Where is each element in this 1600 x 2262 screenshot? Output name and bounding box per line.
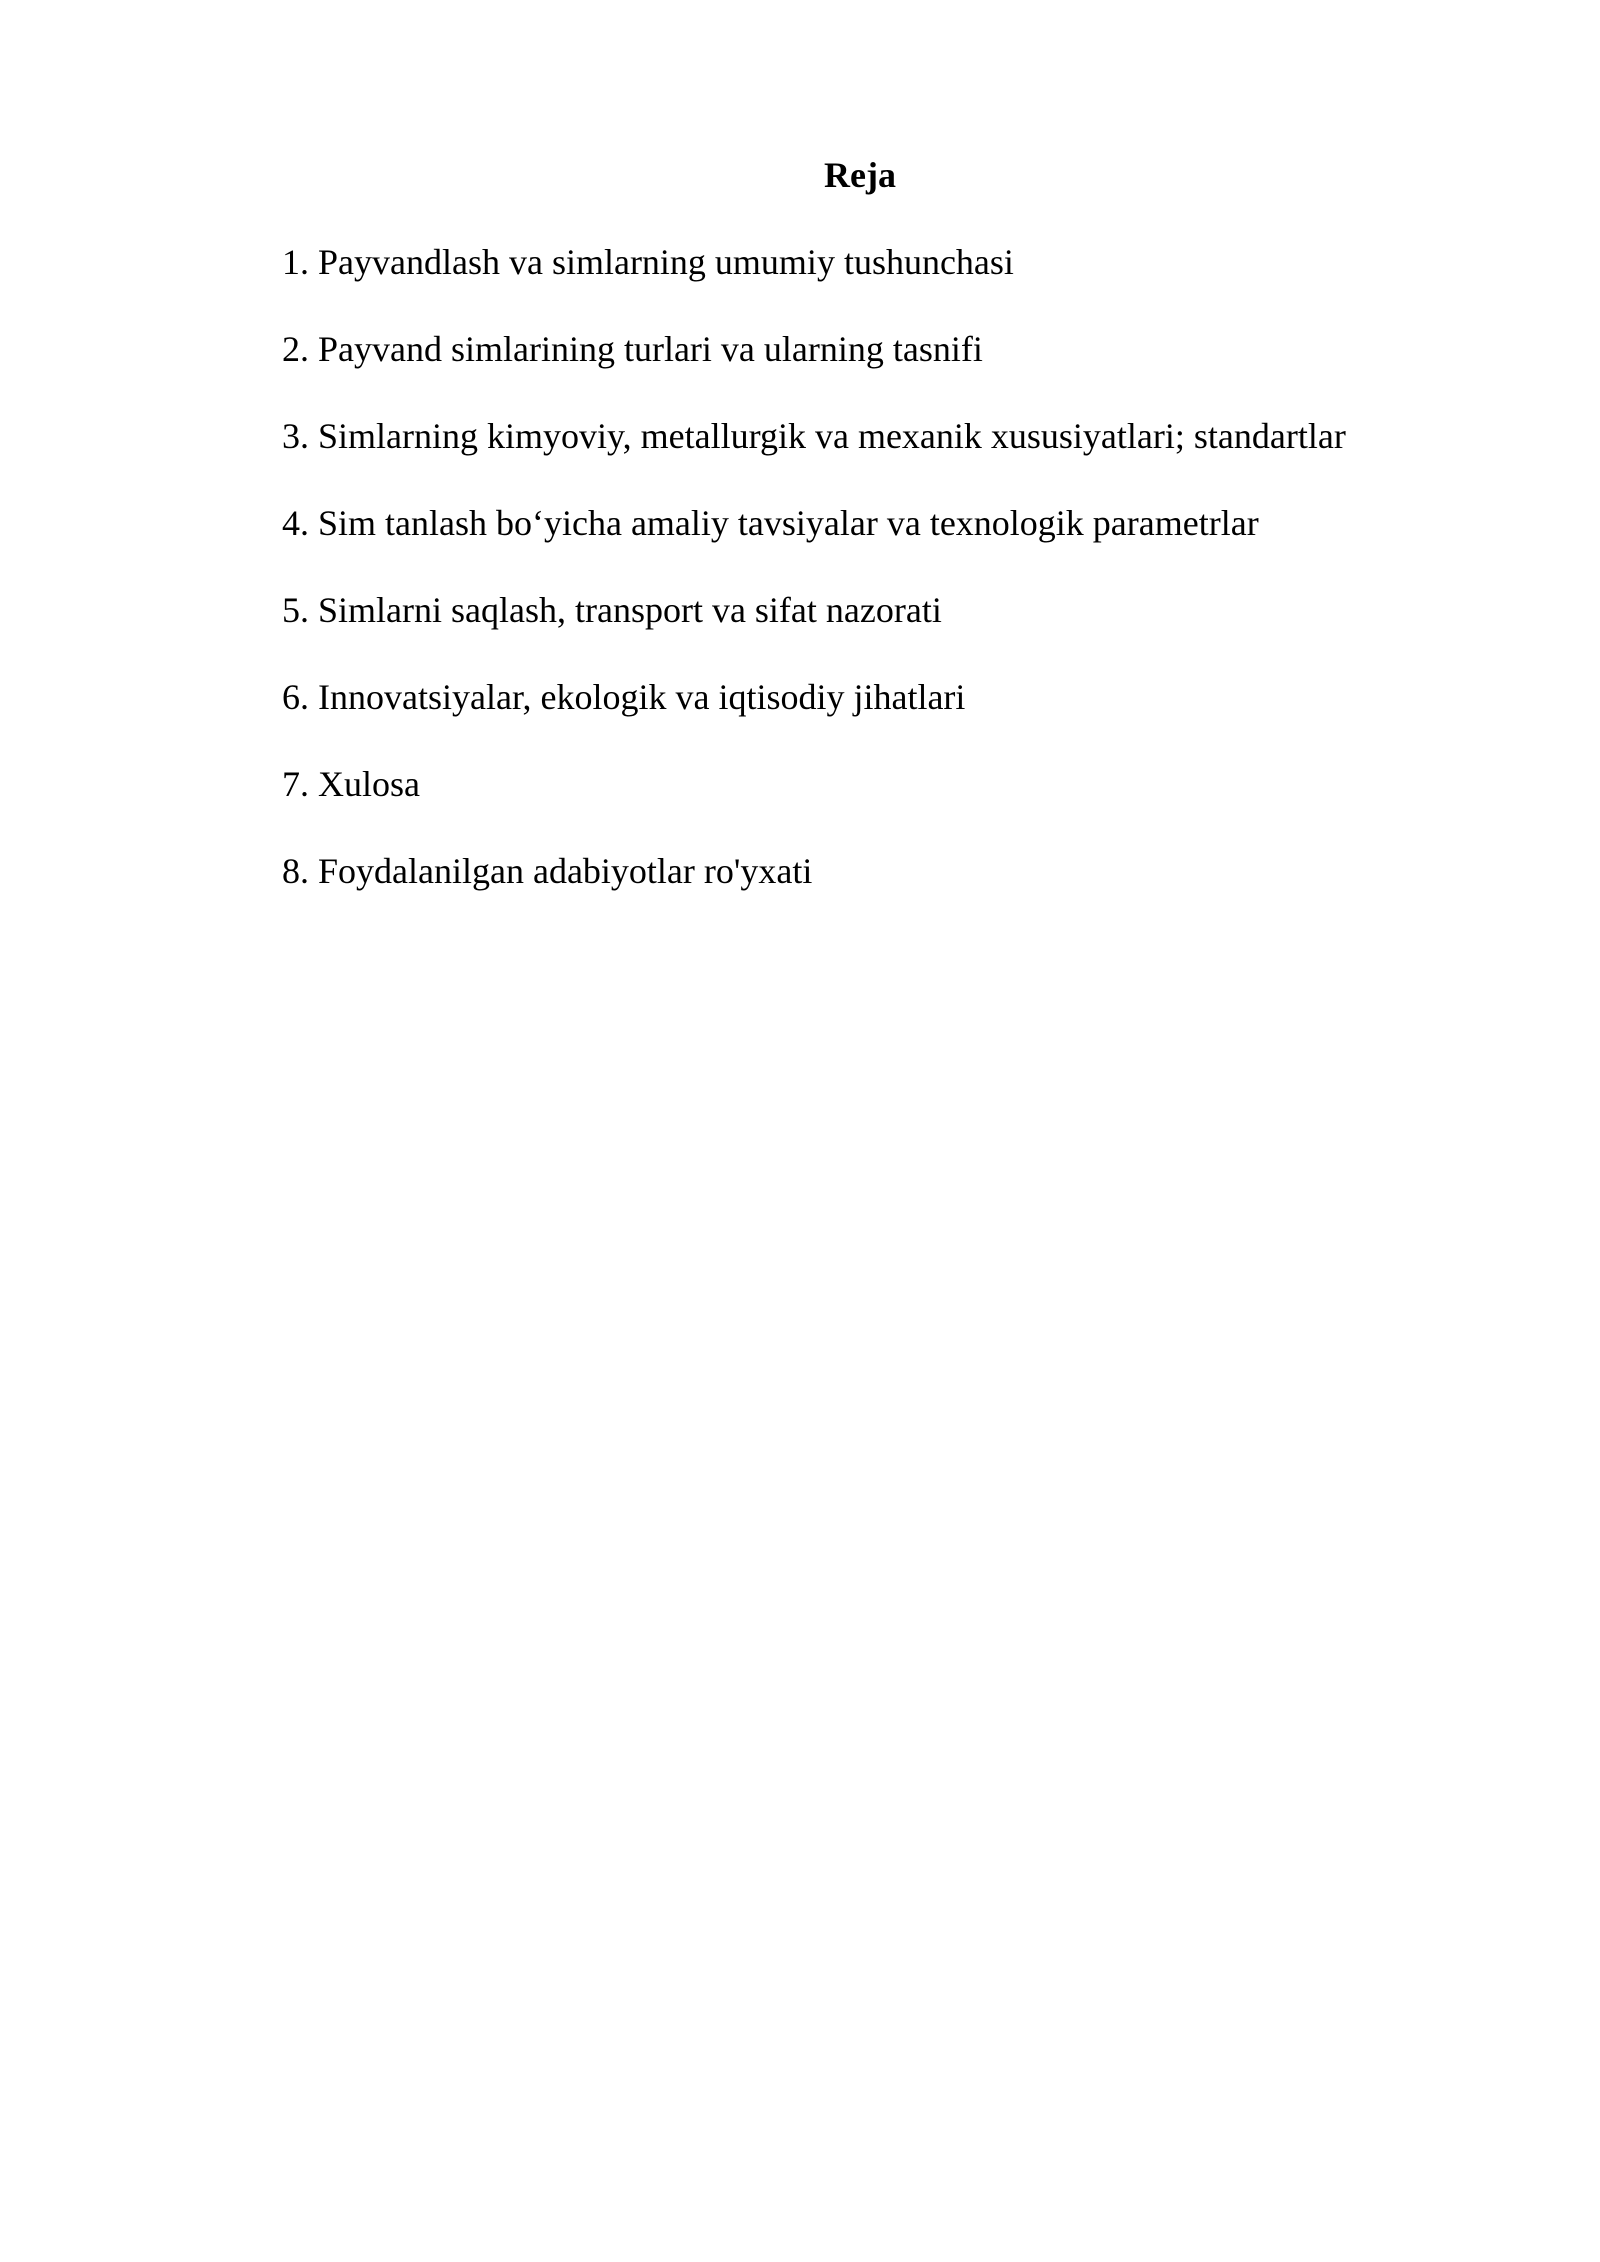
page-title: Reja bbox=[824, 155, 896, 195]
plan-item-1: 1. Payvandlash va simlarning umumiy tushunchasi bbox=[282, 242, 1014, 282]
plan-item-8: 8. Foydalanilgan adabiyotlar ro'yxati bbox=[282, 851, 813, 891]
plan-item-7: 7. Xulosa bbox=[282, 764, 420, 804]
plan-item-5: 5. Simlarni saqlash, transport va sifat nazorati bbox=[282, 590, 942, 630]
plan-item-3: 3. Simlarning kimyoviy, metallurgik va mexanik xususiyatlari; standartlar bbox=[282, 416, 1346, 456]
plan-list bbox=[282, 238, 1346, 934]
plan-item-4: 4. Sim tanlash bo‘yicha amaliy tavsiyalar va texnologik parametrlar bbox=[282, 503, 1259, 543]
plan-item-6: 6. Innovatsiyalar, ekologik va iqtisodiy jihatlari bbox=[282, 677, 966, 717]
plan-item-2: 2. Payvand simlarining turlari va ularning tasnifi bbox=[282, 329, 983, 369]
